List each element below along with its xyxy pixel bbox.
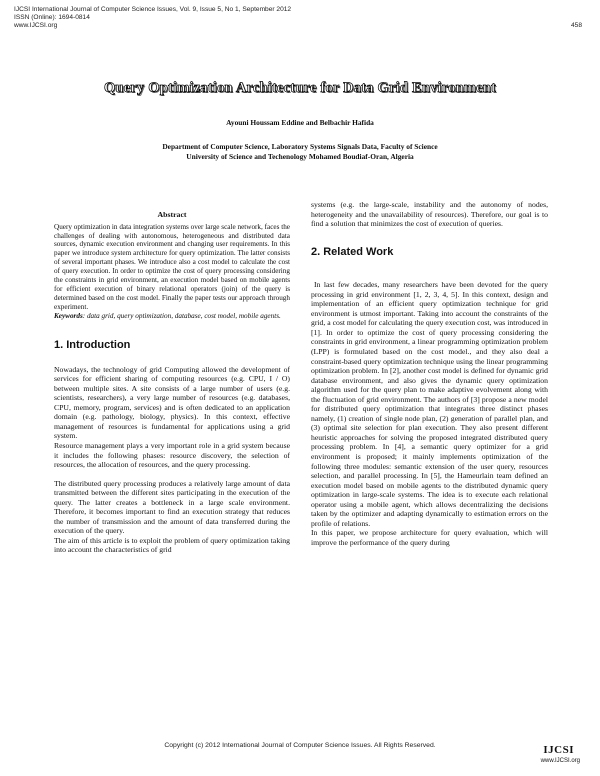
site-line: www.IJCSI.org bbox=[14, 22, 58, 30]
journal-line: IJCSI International Journal of Computer Science Issues, Vol. 9, Issue 5, No 1, September 2012 bbox=[14, 6, 292, 13]
intro-paragraph-4: The aim of this article is to exploit the problem of query optimization taking into account the characteristics of grid bbox=[54, 535, 290, 555]
ijcsi-logo bbox=[534, 744, 580, 770]
abstract-text: Query optimization in data integration systems over large scale network, faces the challenges of dealing with autonomous, heterogeneous and distributed data sources, dynamic execution environment and changing user requirements. In this paper we introduce system architecture for query optimization. The latter consists of several important phases. We introduce also a cost model to calculate the cost of query execution. In order to optimize the cost of query processing considering the constraints in grid environment, an execution model based on mobile agents for efficient execution of binary relational operators (join) of the query is determined based on the cost model. Finally the paper tests our approach through experiment. bbox=[54, 222, 290, 312]
affiliation bbox=[0, 142, 600, 161]
logo-url: www.IJCSI.org bbox=[540, 758, 580, 764]
intro-paragraph-2: Resource management plays a very important role in a grid system because it includes the following phases: resource discovery, the selection of resources, the allocation of resources, and the query processing. bbox=[54, 440, 290, 470]
affiliation-line-1: Department of Computer Science, Laboratory Systems Signals Data, Faculty of Science bbox=[162, 142, 438, 151]
affiliation-line-2: University of Science and Techenology Mohamed Boudiaf-Oran, Algeria bbox=[186, 151, 414, 161]
copyright-footer: Copyright (c) 2012 International Journal of Computer Science Issues. All Rights Reserved. bbox=[164, 742, 436, 749]
keywords-label: Keywords bbox=[54, 312, 83, 321]
authors: Ayouni Houssam Eddine and Belbachir Hafida bbox=[226, 118, 374, 127]
related-work-paragraph-1: In last few decades, many researchers have been devoted for the query processing in grid environment [1, 2, 3, 4, 5]. In this context, design and implementation of an efficient query optimization technique for grid environment is utmost important. Taking into account the constraints of the grid, a cost model for calculating the query execution cost, was introduced in [1]. In order to optimize the cost of query processing considering the constraints in grid environment, a linear programming optimization problem (LPP) is formulated based on the cost model., and they also deal a constraint-based query optimization technique using the linear programming optimization problem. In [2], another cost model is defined for dynamic grid database environment, and also gives the dynamic query optimization algorithm used for the query plan to make adaptive evolvement along with the fluctuation of grid environment. The authors of [3] propose a new model for distributed query optimization that integrates three distinct phases namely, (1) creation of single node plan, (2) generation of parallel plan, and (3) optimal site selection for plan execution. They also present different heuristic approaches for solving the proposed integrated distributed query processing problem. In [4], a semantic query optimizer for a grid environment is proposed; it mainly implements optimization of the following three modules: semantic extension of the user query, resources selection, and parallel processing. In [5], the Hameurlain team defined an execution model based on mobile agents to the distributed dynamic query optimization in large-scale systems. The idea is to execute each relational operator using a mobile agent, which allows decentralizing the decisions taken by the optimizer and adapting dynamically to estimation errors on the profile of relations. bbox=[311, 280, 548, 528]
related-work-paragraph-2: In this paper, we propose architecture for query evaluation, which will improve the performance of the query during bbox=[311, 528, 548, 547]
abstract-heading: Abstract bbox=[157, 210, 187, 219]
logo-mark: IJCSI bbox=[543, 744, 574, 756]
page-number: 458 bbox=[570, 22, 582, 29]
right-column bbox=[311, 200, 548, 548]
keywords-list: : data grid, query optimization, database, cost model, mobile agents. bbox=[82, 312, 281, 321]
left-column bbox=[54, 206, 290, 555]
section-heading-related-work: 2. Related Work bbox=[311, 245, 394, 258]
intro-paragraph-1: Nowadays, the technology of grid Computing allowed the development of services for efficient sharing of computing resources (e.g. CPU, I / O) between multiple sites. A site consists of a large number of users (e.g. scientists, researchers), a very large number of resources (e.g. databases, CPU, memory, program, services) and is often dedicated to an application domain (e.g. pathology, biology, physics). In this context, effective management of resources is fundamental for applications using a grid system. bbox=[54, 364, 290, 441]
paper-title: Query Optimization Architecture for Data Grid Environment bbox=[103, 80, 497, 96]
intro-continuation: systems (e.g. the large-scale, instability and the autonomy of nodes, heterogeneity and the unavailability of resources). Therefore, our goal is to find a solution that minimizes the cost of execution of queries. bbox=[311, 200, 548, 229]
keywords bbox=[54, 312, 290, 321]
section-heading-introduction: 1. Introduction bbox=[54, 339, 131, 352]
intro-paragraph-3: The distributed query processing produces a relatively large amount of data transmitted between the different sites participating in the execution of the query. The latter creates a bottleneck in a large scale environment. Therefore, it becomes important to find an execution strategy that reduces the number of transmission and the amount of data transferred during the execution of the query. bbox=[54, 478, 290, 536]
issn-line: ISSN (Online): 1694-0814 bbox=[14, 14, 90, 22]
running-header bbox=[14, 6, 586, 31]
